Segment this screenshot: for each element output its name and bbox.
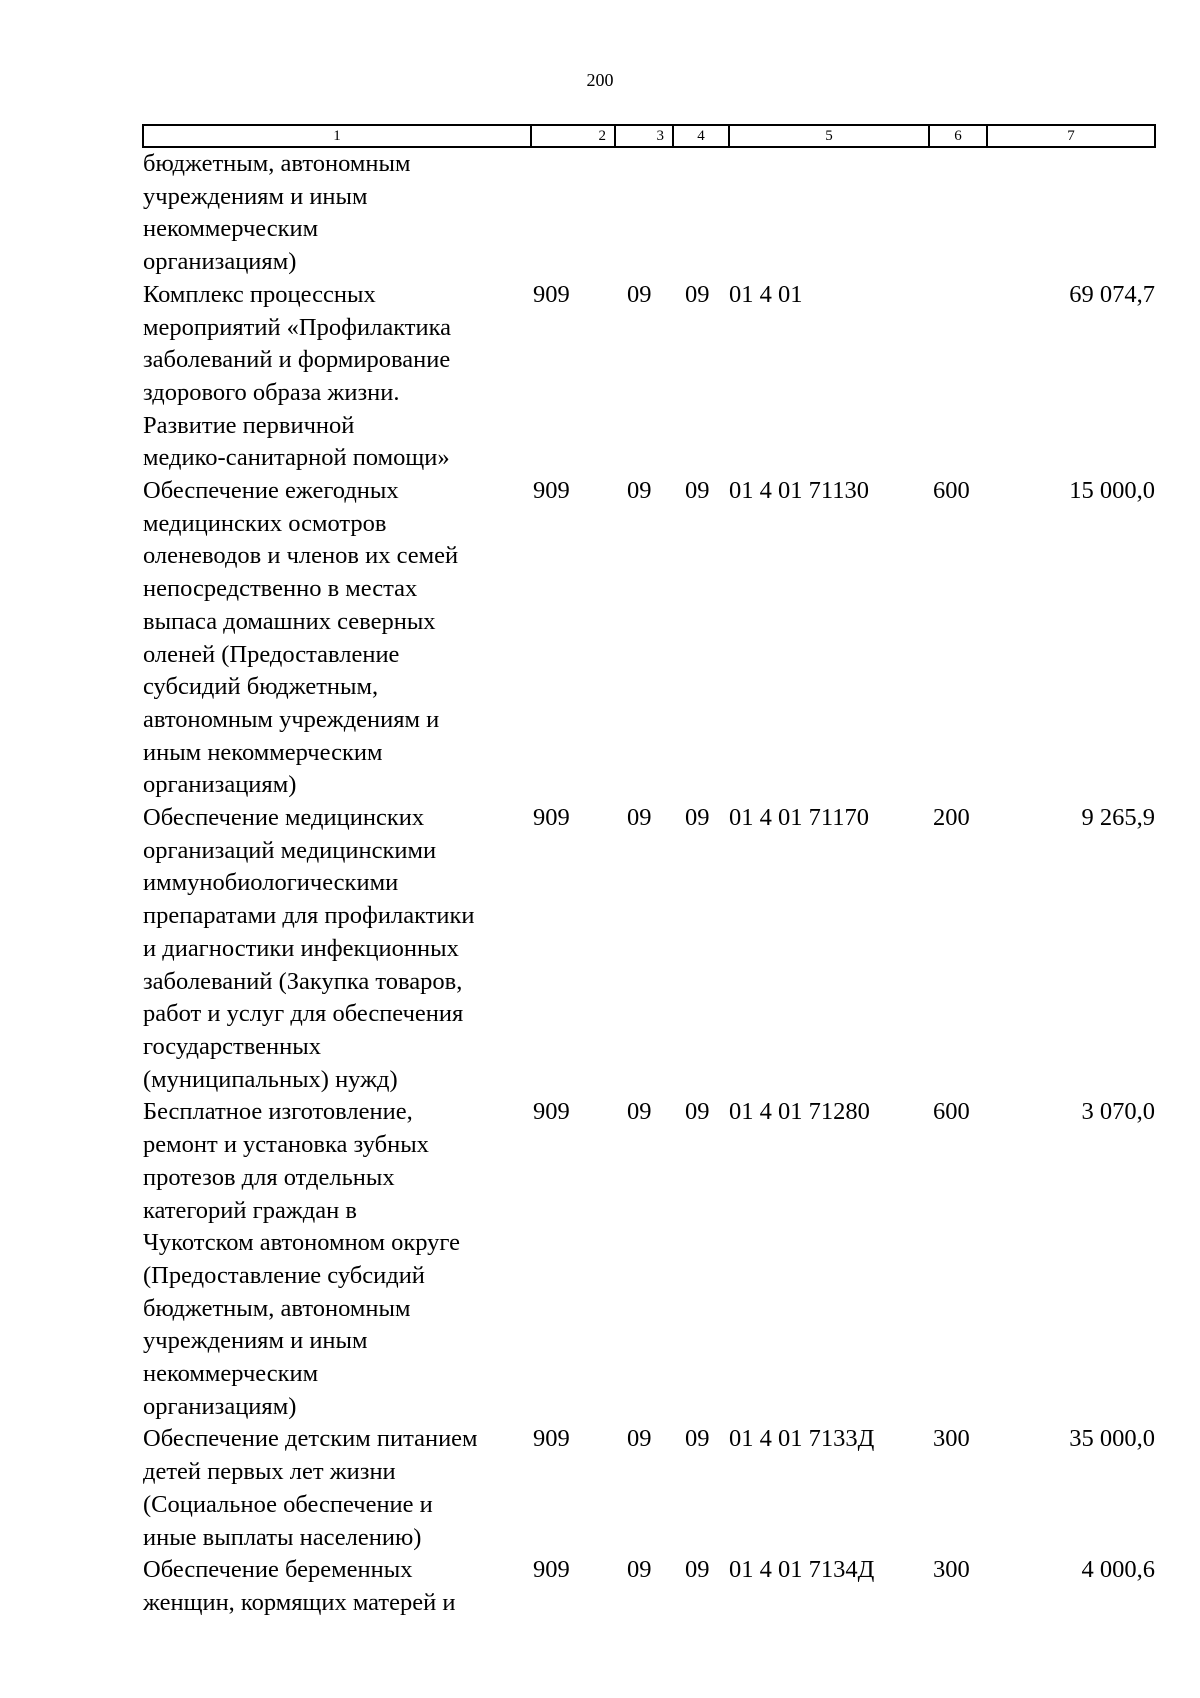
- row-section: 09: [627, 804, 652, 832]
- column-header-3: 3: [615, 125, 673, 147]
- budget-table: [142, 124, 1156, 1620]
- row-section: [615, 147, 673, 279]
- row-ra: 909: [533, 1425, 570, 1453]
- row-vr: 600: [933, 477, 970, 505]
- row-csr: 01 4 01: [729, 280, 803, 308]
- row-sum: [987, 147, 1155, 279]
- table-header-row: [143, 125, 1155, 147]
- row-section: 09: [627, 1425, 652, 1453]
- row-name: Обеспечение ежегодных медицинских осмотров оленеводов и членов их семей непосредственно в местах выпаса домашних северных оленей (Предоставление субсидий бюджетным, автономным учреждениям и иным некоммерческим организациям): [143, 477, 459, 799]
- row-subsection: 09: [685, 477, 710, 505]
- row-csr: [729, 147, 929, 279]
- row-name: Комплекс процессных мероприятий «Профилактика заболеваний и формирование здорового образа жизни. Развитие первичной медико-санитарной помощи»: [143, 280, 452, 472]
- row-subsection: 09: [685, 804, 710, 832]
- row-section: 09: [627, 477, 652, 505]
- row-sum: 69 074,7: [1069, 280, 1155, 308]
- table-row: [143, 1423, 1155, 1554]
- row-sum: 4 000,6: [1081, 1556, 1155, 1584]
- row-sum: 35 000,0: [1069, 1425, 1155, 1453]
- row-subsection: 09: [685, 280, 710, 308]
- row-name: Обеспечение беременных женщин, кормящих матерей и: [143, 1556, 456, 1616]
- row-section: 09: [627, 1556, 652, 1584]
- row-csr: 01 4 01 71280: [729, 1098, 870, 1126]
- row-ra: 909: [533, 804, 570, 832]
- row-subsection: [673, 147, 729, 279]
- row-name: Обеспечение медицинских организаций медицинскими иммунобиологическими препаратами для профилактики и диагностики инфекционных заболеваний (Закупка товаров, работ и услуг для обеспечения государственных (муниципальных) нужд): [143, 804, 475, 1093]
- row-name: Бесплатное изготовление, ремонт и установка зубных протезов для отдельных категорий граждан в Чукотском автономном округе (Предоставление субсидий бюджетным, автономным учреждениям и иным некоммерческим организациям): [143, 1098, 461, 1420]
- row-ra: 909: [533, 477, 570, 505]
- row-name: Обеспечение детским питанием детей первых лет жизни (Социальное обеспечение и иные выплаты населению): [143, 1425, 478, 1551]
- row-vr: [929, 147, 987, 279]
- row-section: 09: [627, 280, 652, 308]
- row-sum: 15 000,0: [1069, 477, 1155, 505]
- column-header-7: 7: [987, 125, 1155, 147]
- table-row: [143, 279, 1155, 475]
- table-row: [143, 147, 1155, 279]
- row-csr: 01 4 01 71170: [729, 804, 869, 832]
- column-header-2: 2: [531, 125, 615, 147]
- row-subsection: 09: [685, 1425, 710, 1453]
- row-sum: 3 070,0: [1081, 1098, 1155, 1126]
- column-header-1: 1: [143, 125, 531, 147]
- row-vr: 600: [933, 1098, 970, 1126]
- column-header-6: 6: [929, 125, 987, 147]
- row-vr: 200: [933, 804, 970, 832]
- row-subsection: 09: [685, 1098, 710, 1126]
- column-header-4: 4: [673, 125, 729, 147]
- table-row: [143, 802, 1155, 1096]
- row-ra: 909: [533, 1556, 570, 1584]
- row-name: бюджетным, автономным учреждениям и иным некоммерческим организациям): [143, 150, 411, 276]
- row-ra: 909: [533, 280, 570, 308]
- row-ra: 909: [533, 1098, 570, 1126]
- row-csr: 01 4 01 7133Д: [729, 1425, 875, 1453]
- row-section: 09: [627, 1098, 652, 1126]
- page-number: 200: [586, 70, 614, 90]
- row-csr: 01 4 01 71130: [729, 477, 869, 505]
- row-csr: 01 4 01 7134Д: [729, 1556, 875, 1584]
- row-vr: 300: [933, 1425, 970, 1453]
- row-vr: 300: [933, 1556, 970, 1584]
- table-row: [143, 1554, 1155, 1619]
- column-header-5: 5: [729, 125, 929, 147]
- row-subsection: 09: [685, 1556, 710, 1584]
- row-sum: 9 265,9: [1081, 804, 1155, 832]
- table-row: [143, 475, 1155, 802]
- row-vr: [929, 279, 987, 475]
- row-ra: [531, 147, 615, 279]
- table-row: [143, 1096, 1155, 1423]
